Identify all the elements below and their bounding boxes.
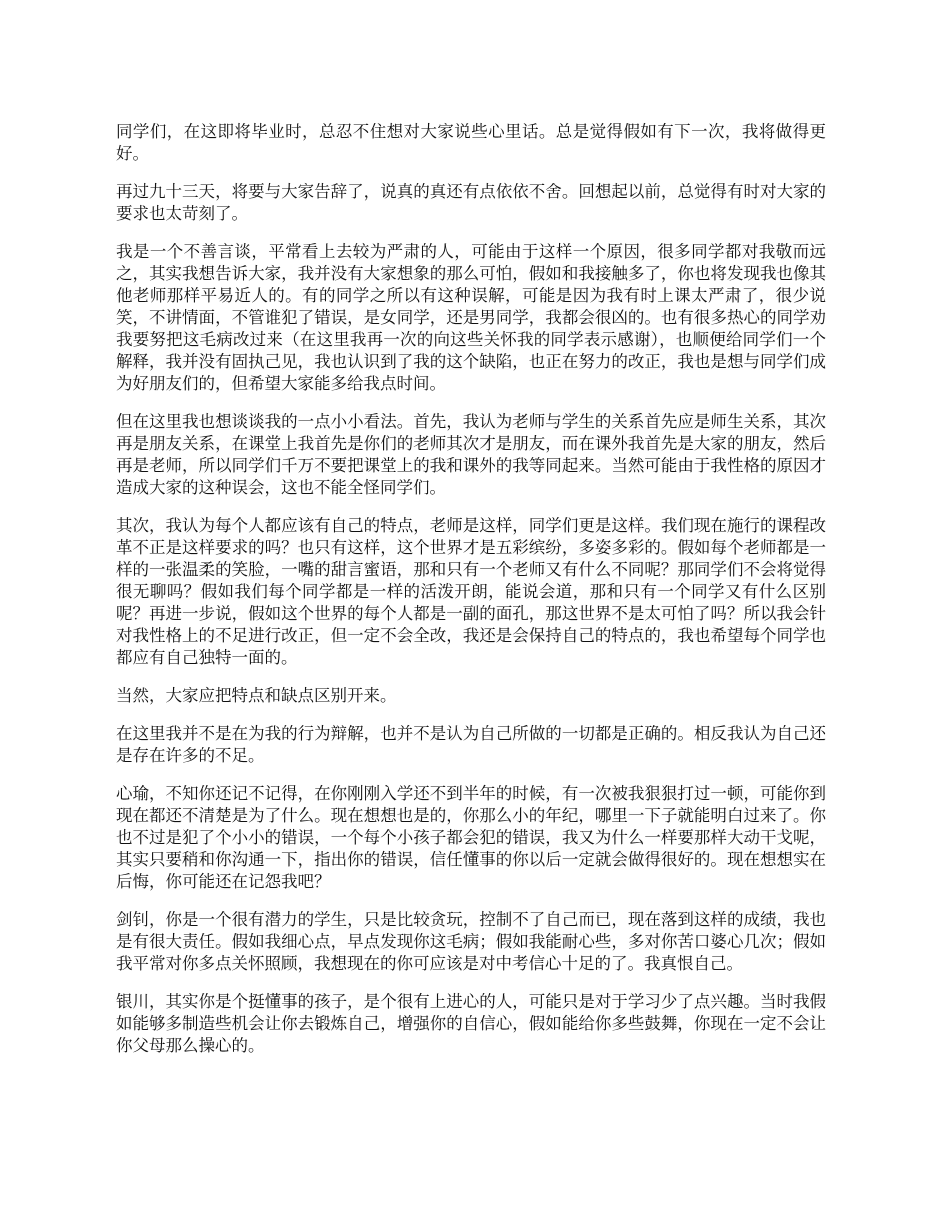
paragraph: 其次，我认为每个人都应该有自己的特点，老师是这样，同学们更是这样。我们现在施行的课程改革不正是这样要求的吗？也只有这样，这个世界才是五彩缤纷，多姿多彩的。假如每个老师都是一样的一张温柔的笑脸，一嘴的甜言蜜语，那和只有一个老师又有什么不同呢？那同学们不会将觉得很无聊吗？假如我们每个同学都是一样的活泼开朗，能说会道，那和只有一个同学又有什么区别呢？再进一步说，假如这个世界的每个人都是一副的面孔，那这世界不是太可怕了吗？所以我会针对我性格上的不足进行改正，但一定不会全改，我还是会保持自己的特点的，我也希望每个同学也都应有自己独特一面的。 xyxy=(116,516,826,667)
paragraph: 但在这里我也想谈谈我的一点小小看法。首先，我认为老师与学生的关系首先应是师生关系，其次再是朋友关系，在课堂上我首先是你们的老师其次才是朋友，而在课外我首先是大家的朋友，然后再是老师，所以同学们千万不要把课堂上的我和课外的我等同起来。当然可能由于我性格的原因才造成大家的这种误会，这也不能全怪同学们。 xyxy=(116,412,826,497)
paragraph: 心瑜，不知你还记不记得，在你刚刚入学还不到半年的时候，有一次被我狠狠打过一顿，可能你到现在都还不清楚是为了什么。现在想想也是的，你那么小的年纪，哪里一下子就能明白过来了。你也不过是犯了个小小的错误，一个每个小孩子都会犯的错误，我又为什么一样要那样大动干戈呢，其实只要稍和你沟通一下，指出你的错误，信任懂事的你以后一定就会做得很好的。现在想想实在后悔，你可能还在记怨我吧？ xyxy=(116,784,826,891)
paragraph: 剑钊，你是一个很有潜力的学生，只是比较贪玩，控制不了自己而已，现在落到这样的成绩，我也是有很大责任。假如我细心点，早点发现你这毛病；假如我能耐心些，多对你苦口婆心几次；假如我平常对你多点关怀照顾，我想现在的你可应该是对中考信心十足的了。我真恨自己。 xyxy=(116,910,826,973)
paragraph: 同学们，在这即将毕业时，总忍不住想对大家说些心里话。总是觉得假如有下一次，我将做得更好。 xyxy=(116,122,826,163)
paragraph: 在这里我并不是在为我的行为辩解，也并不是认为自己所做的一切都是正确的。相反我认为自己还是存在许多的不足。 xyxy=(116,724,826,765)
paragraph: 再过九十三天，将要与大家告辞了，说真的真还有点依依不舍。回想起以前，总觉得有时对大家的要求也太苛刻了。 xyxy=(116,182,826,223)
paragraph: 当然，大家应把特点和缺点区别开来。 xyxy=(116,686,397,705)
paragraph: 银川，其实你是个挺懂事的孩子，是个很有上进心的人，可能只是对于学习少了点兴趣。当时我假如能够多制造些机会让你去锻炼自己，增强你的自信心，假如能给你多些鼓舞，你现在一定不会让你父母那么操心的。 xyxy=(116,992,826,1055)
paragraph: 我是一个不善言谈，平常看上去较为严肃的人，可能由于这样一个原因，很多同学都对我敬而远之，其实我想告诉大家，我并没有大家想象的那么可怕，假如和我接触多了，你也将发现我也像其他老师那样平易近人的。有的同学之所以有这种误解，可能是因为我有时上课太严肃了，很少说笑，不讲情面，不管谁犯了错误，是女同学，还是男同学，我都会很凶的。也有很多热心的同学劝我要努把这毛病改过来（在这里我再一次的向这些关怀我的同学表示感谢），也顺便给同学们一个解释，我并没有固执己见，我也认识到了我的这个缺陷，也正在努力的改正，我也是想与同学们成为好朋友们的，但希望大家能多给我点时间。 xyxy=(116,242,826,393)
